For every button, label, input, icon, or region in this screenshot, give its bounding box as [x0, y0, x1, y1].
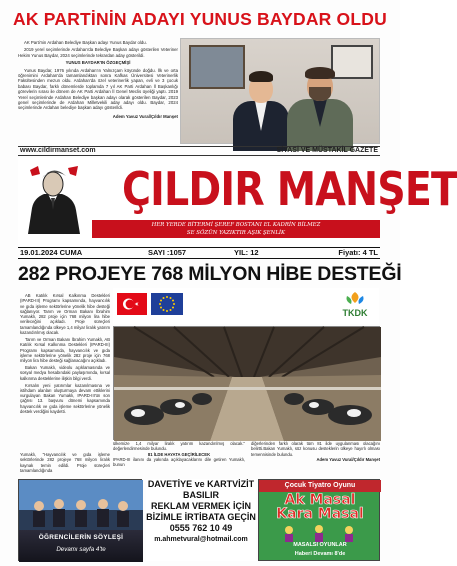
masthead	[18, 158, 457, 246]
students-ad-continued[interactable]: Devamı sayfa 4'te	[56, 546, 106, 553]
person-right-beard	[309, 87, 331, 101]
ataturk-logo-icon	[20, 164, 86, 238]
person-left-hair	[249, 71, 273, 82]
continuation-subhead: 81 İLDE HAYATA GEÇİRİLECEK	[147, 451, 211, 457]
top-story-paragraph: 2019 yerel seçimlerinde Ardahan'da Belediye Başkan adayı gösterilen Veteriner Hekim Yunus Baydar, 2024 seçimlerinde tekrardan aday gösterildi.	[18, 47, 178, 58]
continuation-text: ülkemize 1,4 milyar liralık yatırım kazandırılmış olacak." değerlendirmesinde bulundu.	[113, 441, 245, 452]
students-stage-icon	[19, 480, 143, 530]
top-story-paragraph: AK Parti'nin Ardahan Belediye Başkan adayı Yunus Baydar oldu.	[24, 40, 147, 45]
continuation-text: IPARD-III ilanını da yakında açıklayacaklarını dile getiren Yumaklı, bunun	[113, 456, 245, 468]
ad-contact-call: REKLAM VERMEK İÇİN BİZİMLE İRTİBATA GEÇİN	[146, 501, 256, 522]
advertising-notice	[146, 479, 256, 561]
issue-date: 19.01.2024 CUMA	[20, 248, 83, 257]
main-story-paragraph: Kırsalın yeni yatırımlar kazanılmasına ve istihdam alanları oluşturmaya devam ettiklerini vurgulayan Bakan Yumaklı, IPARD-III'ün son çağrısı 13. başvuru dönemi kapsamında hayvancılık ve gıda işleme sektörlerine yönelik destek verdiğini kaydetti.	[20, 382, 110, 415]
site-url-link[interactable]: www.cildirmanset.com	[20, 147, 96, 154]
theatre-title-line: Ak Masal	[284, 492, 356, 508]
issue-price: Fiyatı: 4 TL	[338, 248, 378, 257]
main-story-paragraph: AB Katılık Kırsal Kalkınma Destekleri (IPARD-III) Programı kapsamında, hayvancılık ve gıda işleme sektörlerine yönelik hibe desteği sağlanıyor. Tarım ve Orman Bakanı İbrahim Yumaklı, 282 proje için 768 milyon lira hibe verileceğini açıkladı. Proje süreçleri tamamlandığında ülkeye 1,4 milyar liralık yatırım kazandırılmış olacak.	[20, 293, 110, 336]
issue-bar	[18, 247, 380, 259]
barn-illustration	[114, 327, 381, 441]
main-story-paragraph: Bakan Yumaklı, videolu açıklamasında ve sosyal medya hesabındaki paylaşımında, kırsal kalkınma desteklerine ilişkin bilgi verdi.	[20, 365, 110, 381]
tkdk-logo-icon	[335, 290, 375, 322]
turkey-flag-icon	[117, 293, 147, 315]
main-story-tail: Yumaklı, "Hayvancılık ve gıda işleme sektörlerinde 282 projeye 768 milyon liralık kaynak temin edildi. Proje süreçleri tamamlandığında	[20, 452, 110, 473]
theatre-performers-icon	[259, 524, 381, 542]
photo-wall-frame	[331, 45, 373, 79]
eu-flag-icon	[151, 293, 183, 315]
barn-cattle-photo	[113, 326, 380, 440]
site-tagline: SİYASİ VE MÜSTAKİL GAZETE	[276, 147, 378, 154]
top-story-subhead: YUNUS BAYDAR'IN ÖZGEÇMİŞİ	[65, 60, 131, 66]
continuation-signature: Adem Yavuz Vural/Çıldır Manşet	[316, 456, 380, 462]
continuation-column-1	[113, 441, 245, 475]
continuation-columns	[113, 441, 380, 475]
ad-email-link[interactable]: m.ahmetvural@hotmail.com	[154, 536, 248, 543]
photo-window-background	[189, 45, 245, 89]
tkdk-logo-text: TKDK	[342, 308, 368, 318]
issue-year: YIL: 12	[234, 248, 259, 257]
continuation-text: diğerlerinden farklı olarak tüm 81 ilde uygulanması olacağını belirtti.Bakan Yumaklı, söz konusu desteklerin ülkeye hayırlı olması temennisinde bulundu.	[251, 441, 380, 457]
top-story-signature: Adem Yavuz Vural/Çıldır Manşet	[112, 113, 178, 119]
continuation-column-2	[251, 441, 380, 475]
top-story-paragraph: Yunus Baydar, 1976 yılında Ardahan'ın Yalnızçam köyünde doğdu. İlk ve orta öğrenimini Ardahan'da tamamlandıktan sonra Kafkas Üniversitesi Veterinerlik Fakültesinden mezun oldu. Ardahan'da özel veterinerlik yapan, evli ve 3 çocuk babası Baydar, farklı dönemlerde toplamda 7 yıl AK Parti Ardahan İl Başkanlığı görevlerin sırası ile dönem de AK Parti Ardahan İl Genel Meclis üyeliği yaptı. 2019 Yerel seçimlerinde Ardahan Belediye başkan adayı olarak gösterilen Baydar, 2023 genel seçimlerinde de Ardahan Milletvekili aday adayı oldu. Baydar, 2024 seçimlerinde Ardahan belediye başkan adayı gösterildi.	[18, 67, 178, 111]
ad-phone-number[interactable]: 0555 762 10 49	[169, 523, 233, 533]
main-story-column	[20, 293, 110, 451]
site-bar	[18, 146, 380, 156]
children-theatre-ad[interactable]	[258, 479, 380, 561]
slogan-line: HER YERDE BİTERMİ ŞEREF BOSTANI EL KADRİN BİLMEZ	[151, 222, 321, 228]
theatre-continued[interactable]: Haberi Devamı 8'de	[294, 551, 346, 557]
logo-strip	[113, 288, 379, 324]
students-interview-ad[interactable]	[18, 479, 142, 561]
slogan-line: SE SÖZÜN YAZIKTIR AŞIK ŞENLİK	[186, 230, 286, 236]
person-right-hair	[305, 67, 335, 79]
theatre-label: MASALSI OYUNLAR	[293, 542, 347, 548]
masthead-title: ÇILDIR MANŞET	[122, 162, 457, 216]
top-story	[18, 40, 178, 144]
students-ad-title: ÖĞRENCİLERİN SÖYLEŞİ	[38, 534, 124, 541]
top-headline: AK PARTİNİN ADAYI YUNUS BAYDAR OLDU	[13, 9, 387, 29]
main-story-paragraph: Tarım ve Orman Bakanı İbrahim Yumaklı, AB Katılık Kırsal Kalkınma Destekleri (IPARD-III) Programı kapsamında, hayvancılık ve gıda işleme sektörlerine yönelik 282 proje için 768 milyon lira hibe desteği sağlanacağını açıkladı.	[20, 336, 110, 364]
issue-number: SAYI :1057	[148, 248, 187, 257]
theatre-banner: Çocuk Tiyatro Oyunu	[259, 480, 381, 492]
masthead-slogan	[92, 220, 380, 238]
theatre-title-line: Kara Masal	[276, 506, 364, 522]
ad-print-services: DAVETİYE ve KARTVİZİT BASILIR	[147, 479, 255, 500]
candidate-photo	[180, 38, 380, 144]
main-headline: 282 PROJEYE 768 MİLYON HİBE DESTEĞİ	[18, 263, 402, 285]
